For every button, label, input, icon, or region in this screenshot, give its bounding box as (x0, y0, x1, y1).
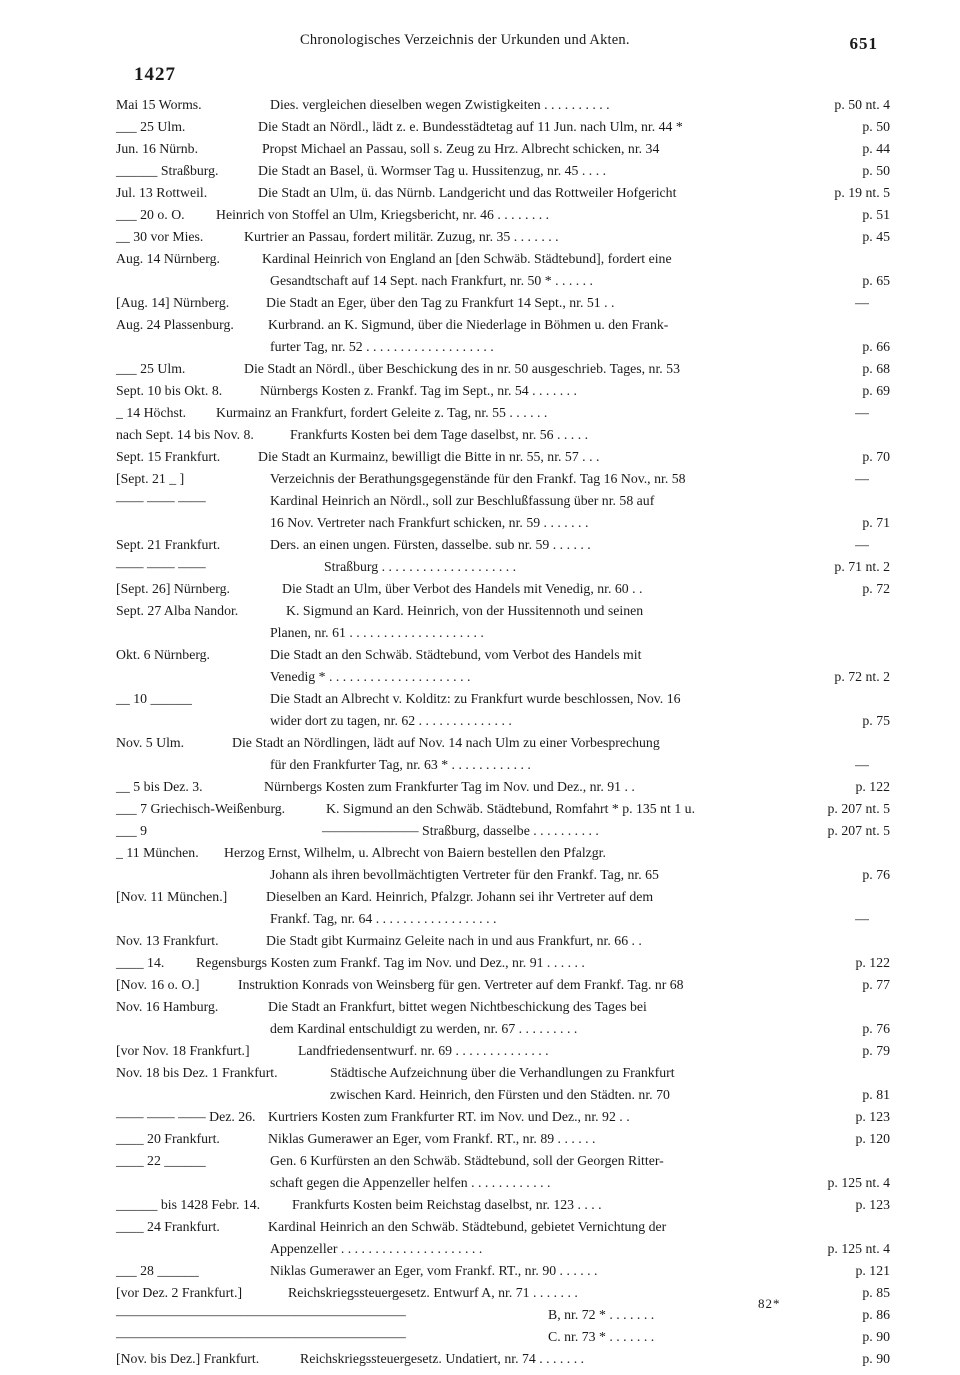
entry-text: wider dort zu tagen, nr. 62 . . . . . . . . . . . . . . (270, 713, 512, 728)
entry-row (0, 402, 960, 424)
entry-date: [vor Dez. 2 Frankfurt.] (116, 1285, 243, 1300)
entry-row (0, 798, 960, 820)
entry-text: Städtische Aufzeichnung über die Verhandlungen zu Frankfurt (330, 1065, 675, 1080)
entry-page-reference: p. 85 (862, 1285, 890, 1300)
entry-date: Aug. 14 Nürnberg. (116, 251, 220, 266)
entry-row (0, 644, 960, 666)
entry-row (0, 424, 960, 446)
entry-row (0, 1216, 960, 1238)
entry-date: ___ 9 (116, 823, 148, 838)
entry-row (0, 490, 960, 512)
entry-date: [Nov. 16 o. O.] (116, 977, 200, 992)
entry-date: ___ 7 Griechisch-Weißenburg. (116, 801, 286, 816)
entry-text: Appenzeller . . . . . . . . . . . . . . . . . . . . . (270, 1241, 483, 1256)
entry-text: Frankfurts Kosten beim Reichstag daselbst, nr. 123 . . . . (292, 1197, 602, 1212)
entry-date: Jun. 16 Nürnb. (116, 141, 199, 156)
entry-date: Jul. 13 Rottweil. (116, 185, 208, 200)
entry-row (0, 930, 960, 952)
entry-page-reference: — (855, 471, 869, 486)
entry-page-reference: p. 75 (862, 713, 890, 728)
entry-page-reference: p. 120 (855, 1131, 890, 1146)
entry-row (0, 204, 960, 226)
entry-text: Die Stadt an Nördlingen, lädt auf Nov. 14 nach Ulm zu einer Vorbesprechung (232, 735, 660, 750)
entry-row (0, 248, 960, 270)
entry-date: _ 11 München. (116, 845, 199, 860)
entry-text: Regensburgs Kosten zum Frankf. Tag im Nov. und Dez., nr. 91 . . . . . . (196, 955, 585, 970)
entry-row (0, 1238, 960, 1260)
entry-date: ___ 28 ______ (116, 1263, 199, 1278)
entry-date: ______ bis 1428 Febr. 14. (116, 1197, 261, 1212)
entry-date: Nov. 5 Ulm. (116, 735, 185, 750)
entry-text: Kardinal Heinrich von England an [den Schwäb. Städtebund], fordert eine (262, 251, 672, 266)
entry-page-reference: p. 66 (862, 339, 890, 354)
entry-row (0, 732, 960, 754)
entry-row (0, 600, 960, 622)
entry-text: Ders. an einen ungen. Fürsten, dasselbe. sub nr. 59 . . . . . . (270, 537, 591, 552)
entry-page-reference: p. 68 (862, 361, 890, 376)
entry-text: Kurtriers Kosten zum Frankfurter RT. im Nov. und Dez., nr. 92 . . (268, 1109, 630, 1124)
year-heading: 1427 (134, 64, 176, 85)
entry-date: ___ 25 Ulm. (116, 119, 186, 134)
entry-page-reference: p. 50 nt. 4 (834, 97, 890, 112)
entry-row (0, 908, 960, 930)
entry-page-reference: p. 76 (862, 1021, 890, 1036)
entry-text: B, nr. 72 * . . . . . . . (548, 1307, 655, 1322)
entry-row (0, 864, 960, 886)
entry-text: Die Stadt an Nördl., lädt z. e. Bundesstädtetag auf 11 Jun. nach Ulm, nr. 44 * (258, 119, 683, 134)
entry-text: Verzeichnis der Berathungsgegenstände für den Frankf. Tag 16 Nov., nr. 58 (270, 471, 686, 486)
entry-date: Sept. 10 bis Okt. 8. (116, 383, 223, 398)
entry-row (0, 270, 960, 292)
entry-date: —— —— —— Dez. 26. (116, 1109, 256, 1124)
entry-page-reference: p. 65 (862, 273, 890, 288)
entry-row (0, 1194, 960, 1216)
entry-row (0, 534, 960, 556)
entry-date: [Nov. 11 München.] (116, 889, 228, 904)
entry-row (0, 776, 960, 798)
entry-date: ______ Straßburg. (116, 163, 219, 178)
entry-date: Nov. 16 Hamburg. (116, 999, 219, 1014)
entry-text: Instruktion Konrads von Weinsberg für gen. Vertreter auf dem Frankf. Tag. nr 68 (238, 977, 684, 992)
entry-date: ____ 14. (116, 955, 165, 970)
entry-text: Die Stadt an Basel, ü. Wormser Tag u. Hussitenzug, nr. 45 . . . . (258, 163, 607, 178)
entry-row (0, 1128, 960, 1150)
entry-date: —— —— —— (116, 559, 206, 574)
entry-row (0, 578, 960, 600)
entry-row (0, 1062, 960, 1084)
entry-text: Die Stadt an Ulm, über Verbot des Handels mit Venedig, nr. 60 . . (282, 581, 643, 596)
entry-date: __ 10 ______ (116, 691, 192, 706)
entry-row (0, 446, 960, 468)
entry-page-reference: — (855, 911, 869, 926)
entry-row (0, 138, 960, 160)
entry-text: Die Stadt an Nördl., über Beschickung des in nr. 50 ausgeschrieb. Tages, nr. 53 (244, 361, 680, 376)
entry-page-reference: p. 71 (862, 515, 890, 530)
entry-row (0, 358, 960, 380)
entry-page-reference: p. 76 (862, 867, 890, 882)
entry-row (0, 160, 960, 182)
entry-page-reference: p. 79 (862, 1043, 890, 1058)
entry-row (0, 820, 960, 842)
entry-row (0, 1326, 960, 1348)
entry-date: ___ 25 Ulm. (116, 361, 186, 376)
entry-text: Straßburg . . . . . . . . . . . . . . . . . . . . (324, 559, 517, 574)
entry-text: Niklas Gumerawer an Eger, vom Frankf. RT., nr. 90 . . . . . . (270, 1263, 598, 1278)
entry-page-reference: p. 77 (862, 977, 890, 992)
entry-text: Frankfurts Kosten bei dem Tage daselbst, nr. 56 . . . . . (290, 427, 589, 442)
entry-date: ___ 20 o. O. (116, 207, 185, 222)
entry-page-reference: p. 207 nt. 5 (827, 823, 890, 838)
entry-text: Reichskriegssteuergesetz. Undatiert, nr. 74 . . . . . . . (300, 1351, 585, 1366)
entry-text: Die Stadt an Ulm, ü. das Nürnb. Landgericht und das Rottweiler Hofgericht (258, 185, 677, 200)
entry-date: Sept. 15 Frankfurt. (116, 449, 221, 464)
entry-text: zwischen Kard. Heinrich, den Fürsten und den Städten. nr. 70 (330, 1087, 670, 1102)
entry-date: [Aug. 14] Nürnberg. (116, 295, 230, 310)
entry-page-reference: p. 123 (855, 1109, 890, 1124)
entry-text: schaft gegen die Appenzeller helfen . . . . . . . . . . . . (270, 1175, 551, 1190)
page-number: 651 (849, 34, 878, 53)
entry-row (0, 1260, 960, 1282)
entry-text: ——————— Straßburg, dasselbe . . . . . . . . . . (322, 823, 599, 838)
entry-row (0, 842, 960, 864)
entry-row (0, 1304, 960, 1326)
entry-page-reference: p. 45 (862, 229, 890, 244)
entry-date: Nov. 13 Frankfurt. (116, 933, 219, 948)
entry-page-reference: p. 90 (862, 1351, 890, 1366)
entry-page-reference: p. 90 (862, 1329, 890, 1344)
entry-date: ————————————————————— (116, 1329, 406, 1344)
entry-text: K. Sigmund an Kard. Heinrich, von der Hussitennoth und seinen (286, 603, 644, 618)
entry-text: Dieselben an Kard. Heinrich, Pfalzgr. Johann sei ihr Vertreter auf dem (266, 889, 654, 904)
entry-text: Die Stadt an den Schwäb. Städtebund, vom Verbot des Handels mit (270, 647, 642, 662)
entry-row (0, 1172, 960, 1194)
entry-date: [Sept. 26] Nürnberg. (116, 581, 230, 596)
entry-row (0, 1040, 960, 1062)
entry-page-reference: p. 44 (862, 141, 890, 156)
entry-page-reference: — (855, 405, 869, 420)
entry-page-reference: p. 50 (862, 119, 890, 134)
entry-date: —— —— —— (116, 493, 206, 508)
entry-text: Die Stadt an Frankfurt, bittet wegen Nichtbeschickung des Tages bei (268, 999, 647, 1014)
entry-date: nach Sept. 14 bis Nov. 8. (116, 427, 254, 442)
entry-row (0, 974, 960, 996)
entry-date: Okt. 6 Nürnberg. (116, 647, 211, 662)
entry-row (0, 1018, 960, 1040)
entry-page-reference: p. 71 nt. 2 (834, 559, 890, 574)
entry-page-reference: p. 207 nt. 5 (827, 801, 890, 816)
entry-date: ____ 20 Frankfurt. (116, 1131, 220, 1146)
entry-text: für den Frankfurter Tag, nr. 63 * . . . . . . . . . . . . (270, 757, 531, 772)
entry-page-reference: p. 122 (855, 779, 890, 794)
entry-row (0, 1348, 960, 1370)
entry-date: Aug. 24 Plassenburg. (116, 317, 234, 332)
entry-page-reference: p. 50 (862, 163, 890, 178)
entry-page-reference: p. 125 nt. 4 (827, 1175, 890, 1190)
entry-row (0, 468, 960, 490)
entry-text: Die Stadt an Albrecht v. Kolditz: zu Frankfurt wurde beschlossen, Nov. 16 (270, 691, 681, 706)
entry-date: [vor Nov. 18 Frankfurt.] (116, 1043, 250, 1058)
entry-text: Kardinal Heinrich an Nördl., soll zur Beschlußfassung über nr. 58 auf (270, 493, 655, 508)
entry-text: C. nr. 73 * . . . . . . . (548, 1329, 655, 1344)
entry-date: __ 30 vor Mies. (116, 229, 204, 244)
entry-row (0, 380, 960, 402)
entry-row (0, 952, 960, 974)
entry-row (0, 1106, 960, 1128)
entry-page-reference: p. 86 (862, 1307, 890, 1322)
entry-text: Gesandtschaft auf 14 Sept. nach Frankfurt, nr. 50 * . . . . . . (270, 273, 594, 288)
entry-date: [Sept. 21 _ ] (116, 471, 185, 486)
entry-text: Gen. 6 Kurfürsten an den Schwäb. Städtebund, soll der Georgen Ritter- (270, 1153, 664, 1168)
entry-text: Dies. vergleichen dieselben wegen Zwistigkeiten . . . . . . . . . . (270, 97, 610, 112)
entry-page-reference: — (855, 757, 869, 772)
entry-row (0, 688, 960, 710)
entry-row (0, 226, 960, 248)
entry-text: dem Kardinal entschuldigt zu werden, nr. 67 . . . . . . . . . (270, 1021, 578, 1036)
entry-text: Planen, nr. 61 . . . . . . . . . . . . . . . . . . . . (270, 625, 484, 640)
entry-row (0, 666, 960, 688)
entry-row (0, 314, 960, 336)
entry-text: Kurmainz an Frankfurt, fordert Geleite z. Tag, nr. 55 . . . . . . (216, 405, 548, 420)
entry-text: Frankf. Tag, nr. 64 . . . . . . . . . . . . . . . . . . (270, 911, 497, 926)
entry-text: Die Stadt an Eger, über den Tag zu Frankfurt 14 Sept., nr. 51 . . (266, 295, 615, 310)
entry-text: Reichskriegssteuergesetz. Entwurf A, nr. 71 . . . . . . . (288, 1285, 578, 1300)
entry-text: Venedig * . . . . . . . . . . . . . . . . . . . . . (270, 669, 471, 684)
entry-page-reference: — (855, 295, 869, 310)
entry-date: _ 14 Höchst. (116, 405, 187, 420)
entry-row (0, 292, 960, 314)
entry-row (0, 556, 960, 578)
entry-text: Nürnbergs Kosten z. Frankf. Tag im Sept., nr. 54 . . . . . . . (260, 383, 577, 398)
entry-row (0, 754, 960, 776)
entry-row (0, 1084, 960, 1106)
entry-text: Herzog Ernst, Wilhelm, u. Albrecht von Baiern bestellen den Pfalzgr. (224, 845, 606, 860)
entry-date: ————————————————————— (116, 1307, 406, 1322)
entry-text: furter Tag, nr. 52 . . . . . . . . . . . . . . . . . . . (270, 339, 494, 354)
entry-page-reference: p. 81 (862, 1087, 890, 1102)
entry-date: Sept. 27 Alba Nandor. (116, 603, 239, 618)
entry-text: Propst Michael an Passau, soll s. Zeug zu Hrz. Albrecht schicken, nr. 34 (262, 141, 660, 156)
entry-row (0, 512, 960, 534)
entry-date: Nov. 18 bis Dez. 1 Frankfurt. (116, 1065, 278, 1080)
entry-text: Niklas Gumerawer an Eger, vom Frankf. RT., nr. 89 . . . . . . (268, 1131, 596, 1146)
entry-text: Kardinal Heinrich an den Schwäb. Städtebund, gebietet Vernichtung der (268, 1219, 667, 1234)
entry-row (0, 116, 960, 138)
entry-page-reference: p. 72 (862, 581, 890, 596)
entry-text: Heinrich von Stoffel an Ulm, Kriegsbericht, nr. 46 . . . . . . . . (216, 207, 550, 222)
entry-row (0, 996, 960, 1018)
entry-date: __ 5 bis Dez. 3. (116, 779, 203, 794)
entry-date: [Nov. bis Dez.] Frankfurt. (116, 1351, 260, 1366)
entry-row (0, 1150, 960, 1172)
entry-row (0, 182, 960, 204)
signature-mark: 82* (758, 1296, 781, 1311)
entry-text: Landfriedensentwurf. nr. 69 . . . . . . . . . . . . . . (298, 1043, 549, 1058)
entry-date: ____ 22 ______ (116, 1153, 206, 1168)
entry-text: Die Stadt gibt Kurmainz Geleite nach in und aus Frankfurt, nr. 66 . . (266, 933, 642, 948)
entry-page-reference: p. 69 (862, 383, 890, 398)
entry-page-reference: p. 125 nt. 4 (827, 1241, 890, 1256)
entry-date: ____ 24 Frankfurt. (116, 1219, 220, 1234)
entry-row (0, 1282, 960, 1304)
entry-row (0, 886, 960, 908)
entry-date: Mai 15 Worms. (116, 97, 202, 112)
entry-page-reference: p. 122 (855, 955, 890, 970)
entry-text: 16 Nov. Vertreter nach Frankfurt schicken, nr. 59 . . . . . . . (270, 515, 589, 530)
entry-text: Kurtrier an Passau, fordert militär. Zuzug, nr. 35 . . . . . . . (244, 229, 559, 244)
entry-text: Kurbrand. an K. Sigmund, über die Niederlage in Böhmen u. den Frank- (268, 317, 669, 332)
entry-text: Die Stadt an Kurmainz, bewilligt die Bitte in nr. 55, nr. 57 . . . (258, 449, 600, 464)
entry-row (0, 94, 960, 116)
entry-row (0, 622, 960, 644)
header-title: Chronologisches Verzeichnis der Urkunden und Akten. (300, 32, 630, 48)
entry-page-reference: p. 51 (862, 207, 890, 222)
entry-text: Nürnbergs Kosten zum Frankfurter Tag im Nov. und Dez., nr. 91 . . (264, 779, 635, 794)
entry-text: Johann als ihren bevollmächtigten Vertreter für den Frankf. Tag, nr. 65 (270, 867, 659, 882)
entry-page-reference: p. 121 (855, 1263, 890, 1278)
entry-page-reference: p. 123 (855, 1197, 890, 1212)
entry-row (0, 710, 960, 732)
entry-page-reference: — (855, 537, 869, 552)
entry-date: Sept. 21 Frankfurt. (116, 537, 221, 552)
entry-page-reference: p. 70 (862, 449, 890, 464)
entry-page-reference: p. 19 nt. 5 (834, 185, 890, 200)
entry-page-reference: p. 72 nt. 2 (834, 669, 890, 684)
entry-row (0, 336, 960, 358)
entry-text: K. Sigmund an den Schwäb. Städtebund, Romfahrt * p. 135 nt 1 u. (326, 801, 696, 816)
